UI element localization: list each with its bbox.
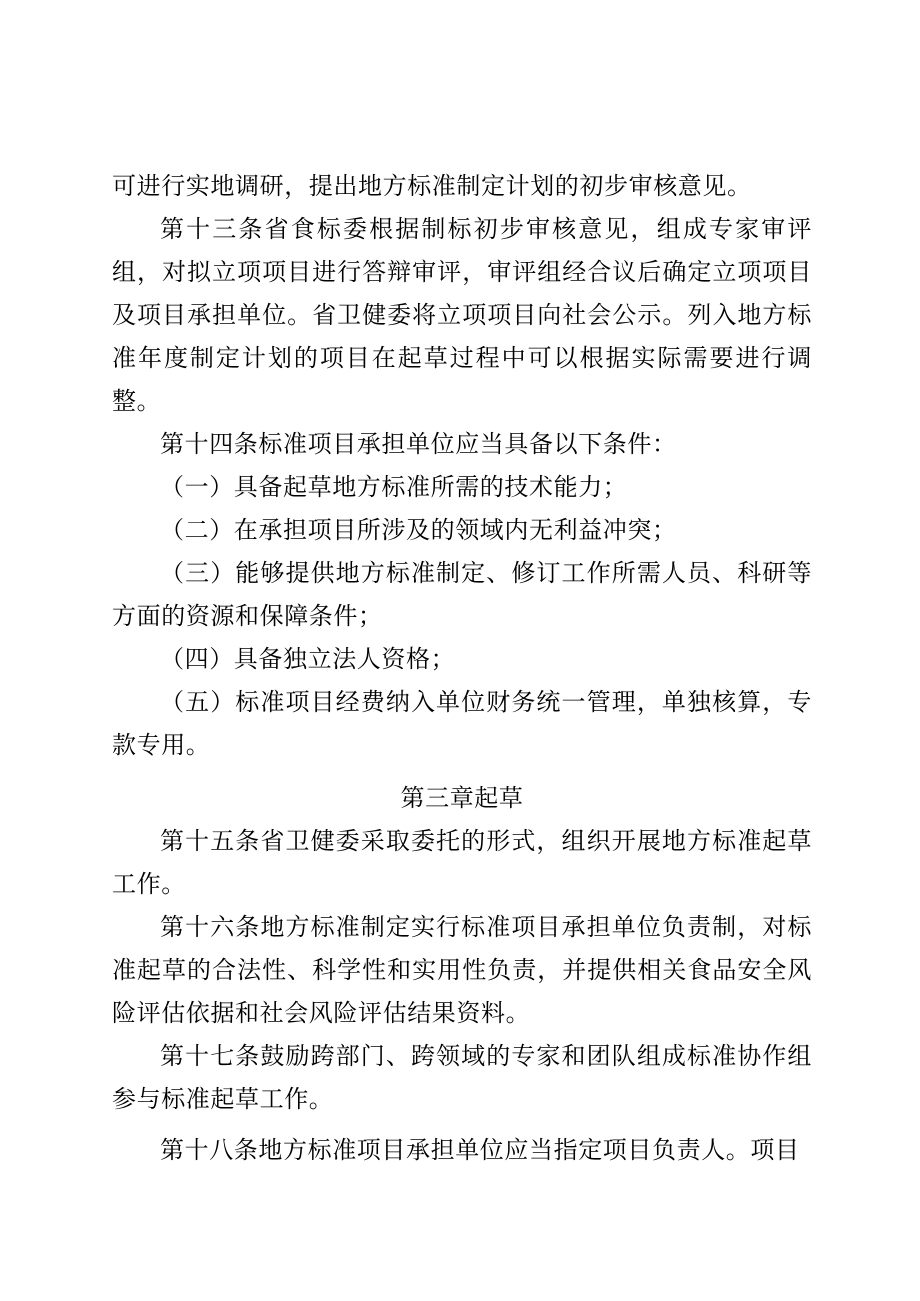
paragraph-continuation: 可进行实地调研，提出地方标准制定计划的初步审核意见。 — [112, 172, 752, 200]
condition-item-2: （二）在承担项目所涉及的领域内无利益冲突； — [160, 516, 677, 544]
chapter-heading: 第三章起草 — [400, 784, 524, 812]
document-body — [112, 165, 812, 1172]
article-17: 第十七条鼓励跨部门、跨领域的专家和团队组成标准协作组参与标准起草工作。 — [112, 1042, 812, 1113]
article-16: 第十六条地方标准制定实行标准项目承担单位负责制，对标准起草的合法性、科学性和实用性负责，并提供相关食品安全风险评估依据和社会风险评估结果资料。 — [112, 913, 812, 1027]
article-18: 第十八条地方标准项目承担单位应当指定项目负责人。项目 — [160, 1136, 800, 1164]
condition-item-3: （三）能够提供地方标准制定、修订工作所需人员、科研等方面的资源和保障条件； — [112, 559, 812, 630]
condition-item-5: （五）标准项目经费纳入单位财务统一管理，单独核算，专款专用。 — [112, 688, 812, 759]
article-13: 第十三条省食标委根据制标初步审核意见，组成专家审评组，对拟立项项目进行答辩审评，审评组经合议后确定立项项目及项目承担单位。省卫健委将立项项目向社会公示。列入地方标准年度制定计划的项目在起草过程中可以根据实际需要进行调整。 — [112, 215, 812, 415]
article-15: 第十五条省卫健委采取委托的形式，组织开展地方标准起草工作。 — [112, 827, 812, 898]
article-14: 第十四条标准项目承担单位应当具备以下条件： — [160, 430, 677, 458]
condition-item-1: （一）具备起草地方标准所需的技术能力； — [160, 473, 628, 501]
condition-item-4: （四）具备独立法人资格； — [160, 645, 456, 673]
